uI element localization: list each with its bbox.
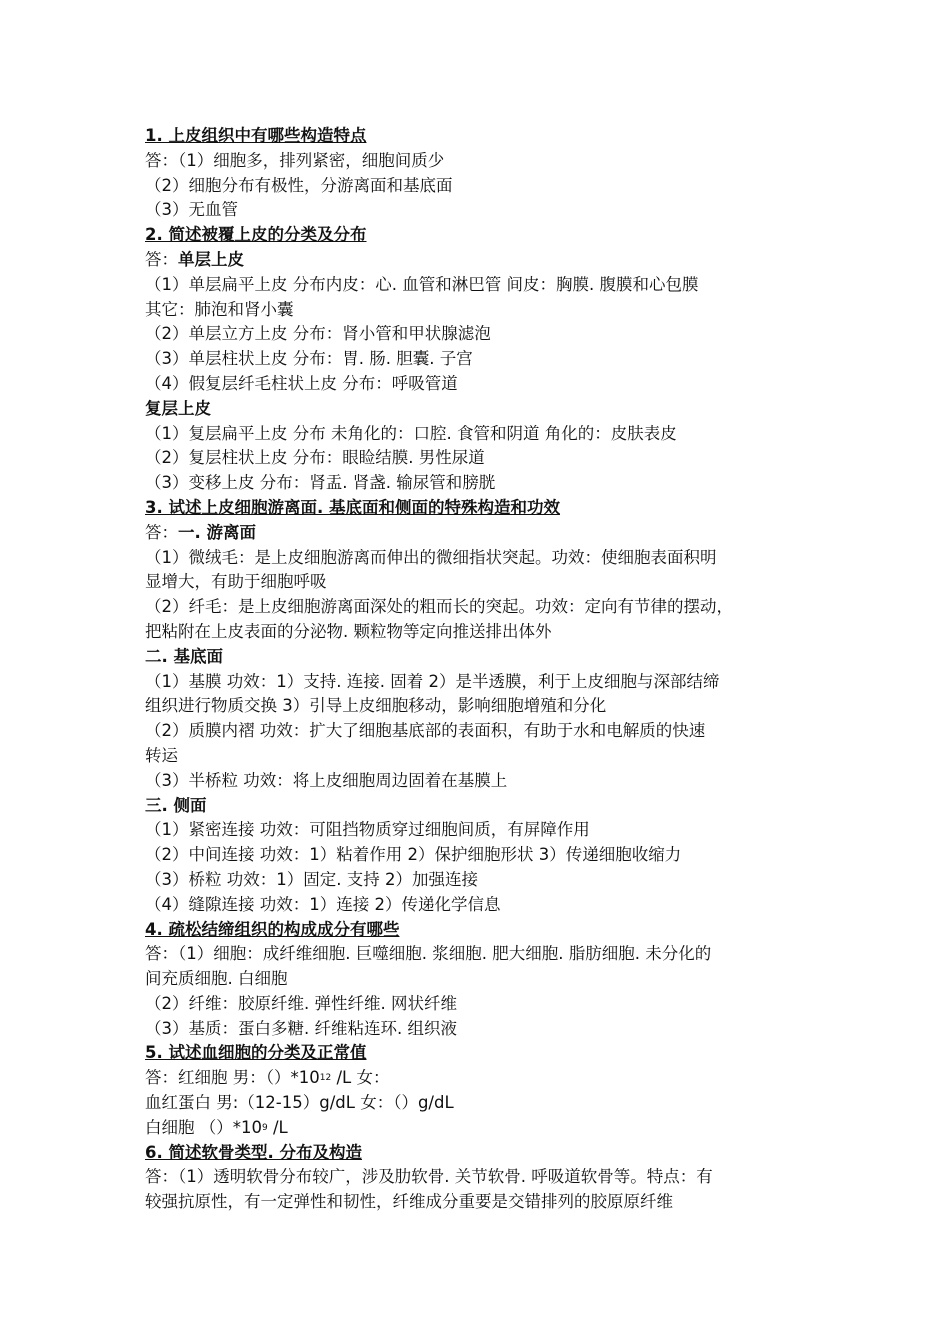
question-2-line: 其它：肺泡和肾小囊 (145, 299, 294, 319)
answer-prefix: 答： (145, 249, 178, 269)
question-5-title: 5. 试述血细胞的分类及正常值 (145, 1043, 367, 1063)
question-2-line: （3）变移上皮 分布：肾盂. 肾盏. 输尿管和膀胱 (145, 473, 496, 493)
rbc-exponent: 12 (319, 1073, 332, 1084)
wbc-unit-text: /L (267, 1117, 288, 1137)
hemoglobin-line: 血红蛋白 男:（12-15）g/dL 女：（）g/dL (145, 1093, 454, 1113)
question-6-line: 答：（1）透明软骨分布较广，涉及肋软骨. 关节软骨. 呼吸道软骨等。特点：有 (145, 1167, 713, 1187)
question-3-line: （2）质膜内褶 功效：扩大了细胞基底部的表面积，有助于水和电解质的快速 (145, 721, 706, 741)
lateral-surface-heading: 三. 侧面 (145, 795, 207, 815)
question-3-title: 3. 试述上皮细胞游离面. 基底面和侧面的特殊构造和功效 (145, 497, 561, 517)
document-page (145, 124, 825, 1215)
question-3-line: （1）紧密连接 功效：可阻挡物质穿过细胞间质，有屏障作用 (145, 820, 590, 840)
question-2-line: （2）复层柱状上皮 分布：眼睑结膜. 男性尿道 (145, 448, 485, 468)
question-3-line: （3）半桥粒 功效：将上皮细胞周边固着在基膜上 (145, 770, 508, 790)
question-2-title: 2. 简述被覆上皮的分类及分布 (145, 225, 367, 245)
question-3-answer-start (145, 521, 825, 546)
single-layer-heading: 单层上皮 (178, 249, 244, 269)
question-6-line: 较强抗原性，有一定弹性和韧性，纤维成分重要是交错排列的胶原原纤维 (145, 1192, 673, 1212)
question-3-line: 转运 (145, 745, 178, 765)
question-2-answer-start (145, 248, 825, 273)
rbc-unit-text: /L 女： (331, 1068, 390, 1088)
white-blood-cell-line (145, 1116, 825, 1141)
question-1-line: （3）无血管 (145, 200, 238, 220)
basal-surface-heading: 二. 基底面 (145, 646, 224, 666)
question-1-line: （2）细胞分布有极性，分游离面和基底面 (145, 175, 453, 195)
free-surface-heading: 一. 游离面 (178, 522, 257, 542)
question-4-line: （3）基质：蛋白多糖. 纤维粘连环. 组织液 (145, 1018, 457, 1038)
question-2-line: （4）假复层纤毛柱状上皮 分布：呼吸管道 (145, 373, 458, 393)
question-1-title: 1. 上皮组织中有哪些构造特点 (145, 126, 367, 145)
question-3-line: （1）微绒毛：是上皮细胞游离而伸出的微细指状突起。功效：使细胞表面积明 (145, 547, 717, 567)
question-2-line: （1）单层扁平上皮 分布内皮：心. 血管和淋巴管 间皮：胸膜. 腹膜和心包膜 (145, 274, 699, 294)
question-3-line: 组织进行物质交换 3）引导上皮细胞移动，影响细胞增殖和分化 (145, 696, 607, 716)
question-4-line: 间充质细胞. 白细胞 (145, 969, 288, 989)
wbc-exponent: 9 (262, 1122, 268, 1133)
wbc-text: 白细胞 （）*10 (145, 1117, 262, 1137)
question-3-line: 把粘附在上皮表面的分泌物. 颗粒物等定向推送排出体外 (145, 621, 552, 641)
question-4-line: 答：（1）细胞：成纤维细胞. 巨噬细胞. 浆细胞. 肥大细胞. 脂肪细胞. 未分化的 (145, 944, 712, 964)
question-2-line: （2）单层立方上皮 分布：肾小管和甲状腺滤泡 (145, 324, 491, 344)
question-6-title: 6. 简述软骨类型. 分布及构造 (145, 1142, 363, 1162)
question-2-line: （1）复层扁平上皮 分布 未角化的：口腔. 食管和阴道 角化的：皮肤表皮 (145, 423, 677, 443)
question-3-line: （2）纤毛：是上皮细胞游离面深处的粗而长的突起。功效：定向有节律的摆动， (145, 597, 733, 617)
stratified-heading: 复层上皮 (145, 398, 211, 418)
answer-prefix: 答： (145, 522, 178, 542)
question-3-line: （1）基膜 功效：1）支持. 连接. 固着 2）是半透膜，利于上皮细胞与深部结缔 (145, 671, 720, 691)
question-2-line: （3）单层柱状上皮 分布：胃. 肠. 胆囊. 子宫 (145, 349, 473, 369)
question-4-line: （2）纤维：胶原纤维. 弹性纤维. 网状纤维 (145, 993, 457, 1013)
question-4-title: 4. 疏松结缔组织的构成成分有哪些 (145, 919, 400, 939)
question-3-line: 显增大，有助于细胞呼吸 (145, 572, 327, 592)
question-3-line: （4）缝隙连接 功效：1）连接 2）传递化学信息 (145, 894, 501, 914)
red-blood-cell-line (145, 1066, 825, 1091)
rbc-text: 答：红细胞 男：（）*10 (145, 1068, 320, 1088)
question-3-line: （3）桥粒 功效：1）固定. 支持 2）加强连接 (145, 869, 478, 889)
question-1-line: 答：（1）细胞多，排列紧密，细胞间质少 (145, 150, 445, 170)
question-3-line: （2）中间连接 功效：1）粘着作用 2）保护细胞形状 3）传递细胞收缩力 (145, 845, 682, 865)
